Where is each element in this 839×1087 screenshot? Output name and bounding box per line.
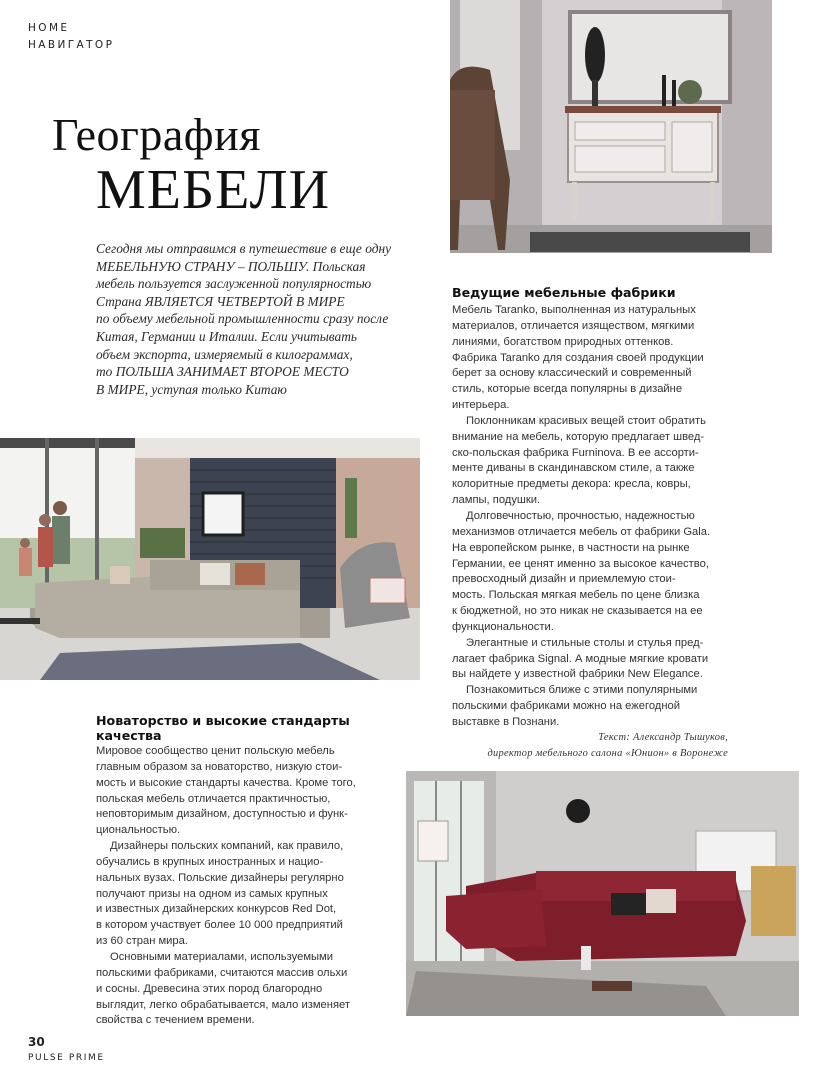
section-body-innovation (96, 744, 426, 1029)
lead-line: мебель пользуется заслуженной популярностью (96, 276, 372, 292)
body-line: получают призы на одном из самых крупных (96, 887, 328, 900)
lead-line: МЕБЕЛЬНУЮ СТРАНУ – ПОЛЬШУ. Польская (96, 258, 366, 274)
body-line: вы найдете у известной фабрики New Elegance. (452, 668, 703, 681)
body-line: стиль, которые всегда популярны в дизайне (452, 383, 683, 396)
body-line: Познакомиться ближе с этими популярными (466, 684, 698, 697)
body-line: Мебель Taranko, выполненная из натуральных (452, 304, 696, 316)
section-heading-innovation (96, 713, 426, 743)
corner-sofa-living-room-photo (0, 438, 420, 680)
classic-dresser-photo (450, 0, 772, 253)
body-line: и сосны. Древесина этих пород благородно (96, 982, 323, 995)
body-line: мость. Польская мягкая мебель по цене близка (452, 589, 700, 602)
lead-line: Сегодня мы отправимся в путешествие в еще одну (96, 241, 392, 256)
body-line: ско-польская фабрика Furninova. В ее ассорти- (452, 446, 699, 459)
section-label: HOME (28, 22, 70, 34)
body-line: циональностью. (96, 824, 181, 837)
body-line: польская мебель отличается практичностью, (96, 792, 331, 805)
body-line: Основными материалами, используемыми (110, 950, 333, 963)
credit-position: директор мебельного салона «Юнион» в Воронеже (487, 747, 728, 759)
red-leather-sofa-photo (406, 771, 799, 1016)
body-line: линиями, богатством природных оттенков. (452, 335, 674, 348)
credit-author: Текст: Александр Тышуков, (598, 732, 728, 743)
section-heading-factories: Ведущие мебельные фабрики (452, 285, 676, 300)
body-line: механизмов отличается мебель от фабрики Gala. (452, 525, 711, 538)
body-line: польскими фабриками можно на ежегодной (452, 700, 680, 713)
body-line: лампы, подушки. (452, 494, 541, 507)
lead-line: Страна ЯВЛЯЕТСЯ ЧЕТВЕРТОЙ В МИРЕ (96, 293, 345, 309)
heading-line: Новаторство и высокие стандарты (96, 713, 350, 728)
body-line: и известных дизайнерских конкурсов Red Dot, (96, 903, 337, 916)
lead-line: В МИРЕ, уступая только Китаю (96, 381, 287, 397)
heading-line: качества (96, 728, 162, 743)
body-line: материалов, отличается изяществом, мягкими (452, 319, 695, 332)
body-line: нальных вузах. Польские дизайнеры регулярно (96, 871, 344, 884)
body-line: лагает фабрика Signal. А модные мягкие кровати (452, 652, 709, 665)
body-line: неповторимым дизайном, доступностью и функ- (96, 808, 348, 821)
body-line: колоритные предметы декора: кресла, ковры, (452, 478, 691, 491)
page-number: 30 (28, 1035, 45, 1049)
lead-line: то ПОЛЬША ЗАНИМАЕТ ВТОРОЕ МЕСТО (96, 364, 349, 380)
body-line: На европейском рынке, в частности на рынке (452, 541, 690, 554)
body-line: функциональности. (452, 620, 554, 633)
body-line: главным образом за новаторство, низкую стои- (96, 760, 343, 773)
body-line: внимание на мебель, которую предлагает швед- (452, 430, 705, 443)
body-line: превосходный дизайн и приемлемую стои- (452, 573, 676, 586)
body-line: из 60 стран мира. (96, 935, 188, 948)
body-line: менте диваны в скандинавском стиле, а также (452, 462, 695, 475)
body-line: к бюджетной, но это никак не сказывается на ее (452, 605, 703, 618)
body-line: Германии, ее ценят именно за высокое качество, (452, 557, 709, 570)
lead-line: Китая, Германии и Италии. Если учитывать (96, 328, 357, 344)
author-credit (440, 730, 728, 761)
body-line: выглядит, легко обрабатывается, мало изменяет (96, 998, 350, 1011)
body-line: Мировое сообщество ценит польскую мебель (96, 745, 335, 757)
article-title-line-1: География (52, 109, 261, 160)
body-line: выставке в Познани. (452, 715, 560, 728)
body-line: в котором участвует более 10 000 предприятий (96, 919, 343, 932)
body-line: польскими фабриками, считаются массив ольхи (96, 966, 348, 979)
body-line: мость и высокие стандарты качества. Кроме того, (96, 776, 356, 789)
body-line: берет за основу классический и современный (452, 367, 692, 380)
body-line: обучались в крупных иностранных и нацио- (96, 855, 324, 868)
body-line: Элегантные и стильные столы и стулья пред- (466, 636, 704, 649)
body-line: Поклонникам красивых вещей стоит обратить (466, 414, 706, 427)
magazine-name: PULSE PRIME (28, 1053, 105, 1063)
section-body-factories (452, 303, 782, 731)
body-line: Долговечностью, прочностью, надежностью (466, 509, 695, 522)
article-title-line-2: МЕБЕЛИ (96, 159, 331, 221)
lead-line: по объему мебельной промышленности сразу после (96, 311, 389, 327)
body-line: интерьера. (452, 399, 510, 412)
body-line: свойства с течением времени. (96, 1014, 255, 1027)
lead-line: объем экспорта, измеряемый в килограммах, (96, 346, 353, 362)
lead-paragraph (96, 240, 436, 398)
body-line: Фабрика Taranko для создания своей продукции (452, 351, 704, 364)
section-label-sub: НАВИГАТОР (28, 39, 115, 51)
body-line: Дизайнеры польских компаний, как правило, (110, 840, 344, 853)
